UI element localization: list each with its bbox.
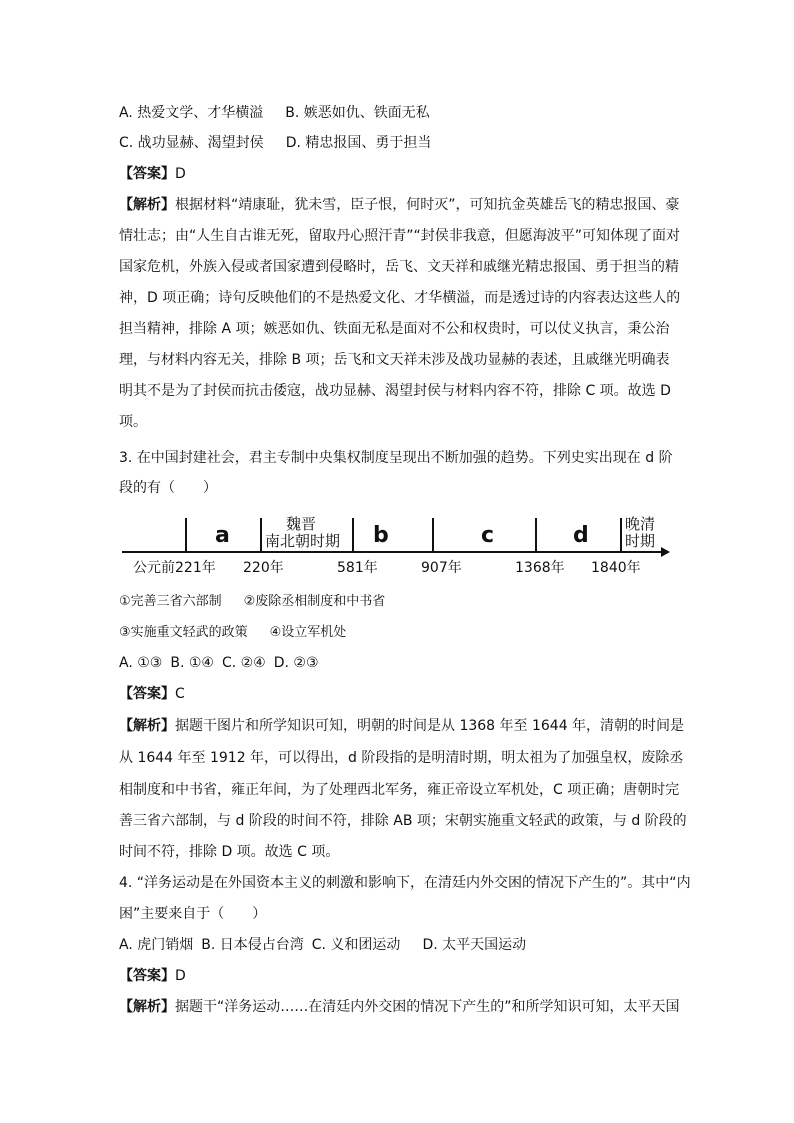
q4-answer-label: 【答案】 <box>119 968 175 984</box>
q2-analysis-line-8: 项。 <box>119 414 147 430</box>
q2-analysis-line-3: 国家危机，外族入侵或者国家遭到侵略时，岳飞、文天祥和戚继光精忠报国、勇于担当的精 <box>119 259 679 275</box>
q3-analysis-text: 据题干图片和所学知识可知，明朝的时间是从 1368 年至 1644 年，清朝的时间是 <box>175 718 685 734</box>
q4-options-row <box>119 935 679 955</box>
q3-answer-label: 【答案】 <box>119 686 175 702</box>
q2-analysis-label: 【解析】 <box>119 197 175 213</box>
q4-answer-value: D <box>175 968 186 984</box>
q3-items-row-2 <box>119 623 679 643</box>
timeline-segment-b: b <box>373 523 389 548</box>
q4-stem-line-2: 困”主要来自于（ ） <box>119 906 267 922</box>
q2-options-row-2 <box>119 133 679 153</box>
q2-analysis-line-7: 明其不是为了封侯而抗击倭寇，战功显赫、渴望封侯与材料内容不符，排除 C 项。故选 D <box>119 383 671 399</box>
q3-options-row <box>119 653 679 673</box>
q3-item-1: ①完善三省六部制 <box>119 594 222 609</box>
timeline-segment-nanbeichao: 南北朝时期 <box>265 532 341 550</box>
timeline-segment-c: c <box>481 523 495 548</box>
timeline-year-221bc: 公元前221年 <box>133 560 216 576</box>
q3-option-c: C. ②④ <box>221 655 266 671</box>
q4-option-d: D. 太平天国运动 <box>422 937 527 953</box>
q2-analysis-line-2: 情壮志；由“人生自古谁无死，留取丹心照汗青”“封侯非我意，但愿海波平”可知体现了面对 <box>119 228 681 244</box>
q2-analysis-text: 根据材料“靖康耻，犹未雪，臣子恨，何时灭”，可知抗金英雄岳飞的精忠报国、豪 <box>175 197 680 213</box>
q4-analysis-line-1 <box>119 997 679 1017</box>
q4-option-c: C. 义和团运动 <box>311 937 401 953</box>
q3-answer-value: C <box>175 686 185 702</box>
q3-option-d: D. ②③ <box>273 655 319 671</box>
q2-option-d: D. 精忠报国、勇于担当 <box>285 135 432 151</box>
q3-stem-line-1: 3. 在中国封建社会，君主专制中央集权制度呈现出不断加强的趋势。下列史实出现在 d 阶 <box>119 450 673 466</box>
timeline-year-220: 220年 <box>243 560 284 576</box>
q2-answer-value: D <box>175 166 186 182</box>
timeline-segment-d: d <box>573 523 589 548</box>
q3-stem-line-2: 段的有（ ） <box>119 480 217 496</box>
timeline-segment-a: a <box>215 523 230 548</box>
q2-analysis-line-5: 担当精神，排除 A 项；嫉恶如仇、铁面无私是面对不公和权贵时，可以仗义执言，秉公治 <box>119 321 670 337</box>
q3-option-b: B. ①④ <box>170 655 214 671</box>
q2-analysis-line-4: 神，D 项正确；诗句反映他们的不是热爱文化、才华横溢，而是透过诗的内容表达这些人的 <box>119 290 681 306</box>
q2-analysis-line-6: 理，与材料内容无关，排除 B 项；岳飞和文天祥未涉及战功显赫的表述，且戚继光明确表 <box>119 352 670 368</box>
q2-option-a: A. 热爱文学、才华横溢 <box>119 105 264 121</box>
q3-analysis-line-2: 从 1644 年至 1912 年，可以得出，d 阶段指的是明清时期，明太祖为了加强皇权，废除丞 <box>119 750 684 766</box>
timeline-year-907: 907年 <box>421 560 462 576</box>
q3-items-row-1 <box>119 592 679 612</box>
q3-analysis-line-5: 时间不符，排除 D 项。故选 C 项。 <box>119 844 340 860</box>
timeline-segment-shiqi: 时期 <box>625 532 656 550</box>
q4-analysis-label: 【解析】 <box>119 999 175 1015</box>
q3-analysis-line-1 <box>119 716 685 736</box>
q3-analysis-line-4: 善三省六部制，与 d 阶段的时间不符，排除 AB 项；宋朝实施重文轻武的政策，与 d 阶段的 <box>119 813 687 829</box>
q3-option-a: A. ①③ <box>119 655 163 671</box>
q4-answer <box>119 966 679 986</box>
q4-option-a: A. 虎门销烟 <box>119 937 194 953</box>
q2-analysis-line-1 <box>119 195 679 215</box>
q4-stem-line-1: 4. “洋务运动是在外国资本主义的刺激和影响下，在清廷内外交困的情况下产生的”。其中“内 <box>119 875 691 891</box>
q3-analysis-line-3: 相制度和中书省，雍正年间，为了处理西北军务，雍正帝设立军机处，C 项正确；唐朝时完 <box>119 782 680 798</box>
q4-analysis-text: 据题干“洋务运动……在清廷内外交困的情况下产生的”和所学知识可知，太平天国 <box>175 999 680 1015</box>
q2-option-c: C. 战功显赫、渴望封侯 <box>119 135 264 151</box>
q2-option-b: B. 嫉恶如仇、铁面无私 <box>285 105 430 121</box>
q2-answer-label: 【答案】 <box>119 166 175 182</box>
timeline-arrow <box>661 547 670 557</box>
timeline-year-1840: 1840年 <box>591 560 641 576</box>
q3-item-2: ②废除丞相制度和中书省 <box>243 594 386 609</box>
q3-item-3: ③实施重文轻武的政策 <box>119 625 248 640</box>
timeline-segment-wanqing: 晚清 <box>625 515 656 533</box>
q4-option-b: B. 日本侵占台湾 <box>201 937 304 953</box>
q2-answer <box>119 164 679 184</box>
q3-item-4: ④设立军机处 <box>269 625 347 640</box>
timeline-segment-weijin: 魏晋 <box>286 515 317 533</box>
q3-answer <box>119 684 679 704</box>
q3-analysis-label: 【解析】 <box>119 718 175 734</box>
timeline-year-1368: 1368年 <box>515 560 565 576</box>
q2-options-row-1 <box>119 103 679 123</box>
timeline-year-581: 581年 <box>337 560 378 576</box>
q3-timeline-figure <box>119 508 679 578</box>
